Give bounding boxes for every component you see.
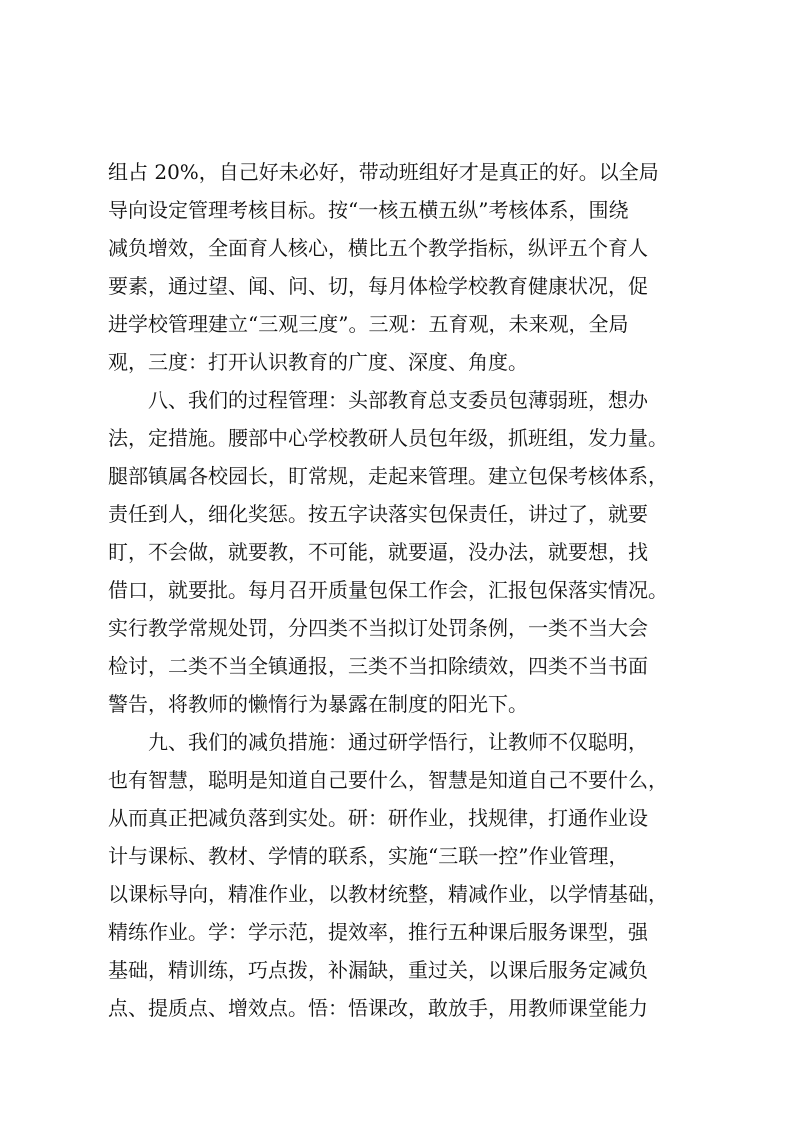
text-line: 借口，就要批。每月召开质量包保工作会，汇报包保落实情况。 (108, 578, 668, 602)
text-line: 观，三度：打开认识教育的广度、深度、角度。 (108, 350, 528, 374)
text-line: 从而真正把减负落到实处。研：研作业，找规律，打通作业设 (108, 806, 648, 830)
text-line: 基础，精训练，巧点拨，补漏缺，重过关，以课后服务定减负 (108, 958, 648, 982)
paragraph-nine-start: 九、我们的减负措施：通过研学悟行，让教师不仅聪明， (148, 730, 648, 754)
text-line: 减负增效，全面育人核心，横比五个教学指标，纵评五个育人 (108, 236, 648, 260)
text-line: 组占 20%，自己好未必好，带动班组好才是真正的好。以全局 (108, 160, 659, 184)
text-line: 检讨，二类不当全镇通报，三类不当扣除绩效，四类不当书面 (108, 654, 648, 678)
text-line: 盯，不会做，就要教，不可能，就要逼，没办法，就要想，找 (108, 540, 648, 564)
text-line: 精练作业。学：学示范，提效率，推行五种课后服务课型，强 (108, 920, 648, 944)
text-line: 以课标导向，精准作业，以教材统整，精减作业，以学情基础， (108, 882, 668, 906)
text-line: 警告，将教师的懒惰行为暴露在制度的阳光下。 (108, 692, 528, 716)
text-line: 法，定措施。腰部中心学校教研人员包年级，抓班组，发力量。 (108, 426, 668, 450)
paragraph-eight-start: 八、我们的过程管理：头部教育总支委员包薄弱班，想办 (148, 388, 648, 412)
text-line: 点、提质点、增效点。悟：悟课改，敢放手，用教师课堂能力 (108, 996, 648, 1020)
text-line: 实行教学常规处罚，分四类不当拟订处罚条例，一类不当大会 (108, 616, 648, 640)
text-line: 腿部镇属各校园长，盯常规，走起来管理。建立包保考核体系， (108, 464, 668, 488)
text-line: 责任到人，细化奖惩。按五字诀落实包保责任，讲过了，就要 (108, 502, 648, 526)
text-line: 计与课标、教材、学情的联系，实施“三联一控”作业管理， (108, 844, 629, 868)
text-line: 进学校管理建立“三观三度”。三观：五育观，未来观，全局 (108, 312, 629, 336)
text-line: 导向设定管理考核目标。按“一核五横五纵”考核体系，围绕 (108, 198, 629, 222)
text-line: 要素，通过望、闻、问、切，每月体检学校教育健康状况，促 (108, 274, 648, 298)
text-line: 也有智慧，聪明是知道自己要什么，智慧是知道自己不要什么， (108, 768, 668, 792)
